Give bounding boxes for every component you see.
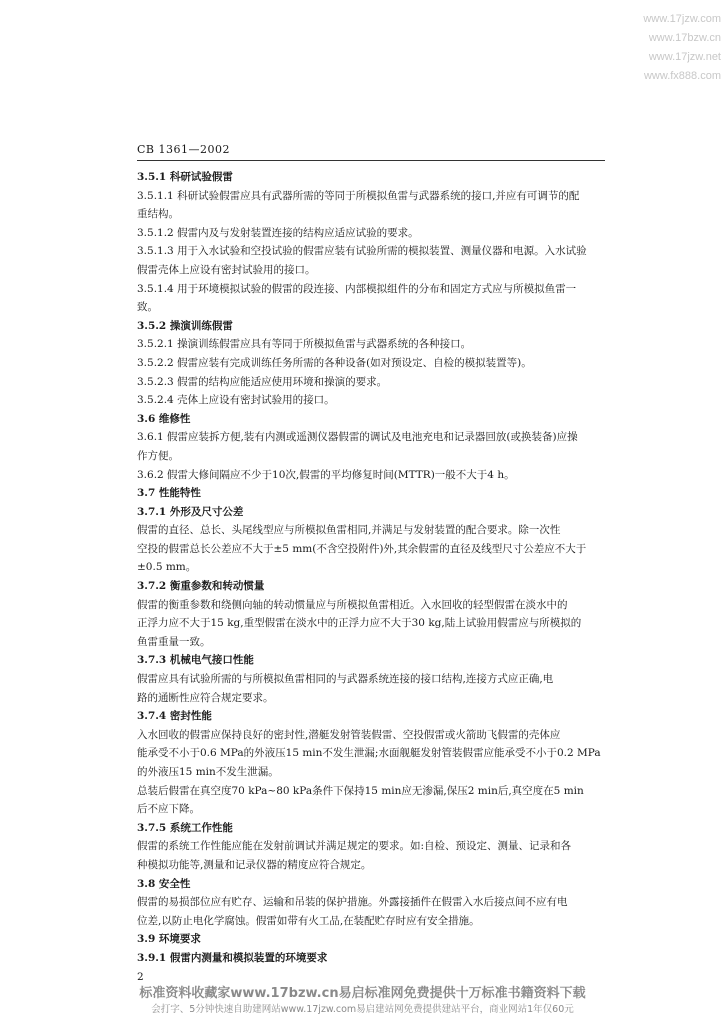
body-line: 重结构。 xyxy=(137,208,179,221)
body-line: 正浮力应不大于15 kg,重型假雷在淡水中的正浮力应不大于30 kg,陆上试验用假雷应与所模拟的 xyxy=(137,617,582,630)
body-line: 假雷的易损部位应有贮存、运输和吊装的保护措施。外露接插件在假雷入水后接点间不应有电 xyxy=(137,896,568,909)
watermark xyxy=(643,10,721,86)
body-line: 路的通断性应符合规定要求。 xyxy=(137,691,274,704)
footer-banner xyxy=(0,985,725,1017)
body-line: 3.5.1 科研试验假雷 xyxy=(137,171,233,183)
body-line: 3.5.1.2 假雷内及与发射装置连接的结构应适应试验的要求。 xyxy=(137,226,419,239)
body-line: 3.5.1.1 科研试验假雷应具有武器所需的等同于所模拟鱼雷与武器系统的接口,并应有可调节的配 xyxy=(137,189,580,202)
watermark-line: www.17jzw.net xyxy=(648,51,721,63)
body-line: 假雷壳体上应设有密封试验用的接口。 xyxy=(137,263,316,276)
document-body xyxy=(137,168,607,986)
body-line: 3.5.1.3 用于入水试验和空投试验的假雷应装有试验所需的模拟装置、测量仪器和电源。入水试验 xyxy=(137,245,587,258)
body-line: 3.9 环境要求 xyxy=(137,933,201,946)
body-line: 3.6.2 假雷大修间隔应不少于10次,假雷的平均修复时间(MTTR)一般不大于4 h。 xyxy=(137,468,515,481)
watermark-line: www.17jzw.com xyxy=(643,13,721,25)
body-line: 3.9.1 假雷内测量和模拟装置的环境要求 xyxy=(137,951,328,964)
body-line: 3.6 维修性 xyxy=(137,412,191,425)
body-line: ±0.5 mm。 xyxy=(137,561,197,574)
body-line: 3.5.2.4 壳体上应设有密封试验用的接口。 xyxy=(137,394,335,407)
body-line: 种模拟功能等,测量和记录仪器的精度应符合规定。 xyxy=(137,858,372,871)
watermark-line: www.fx888.com xyxy=(643,70,721,82)
body-line: 入水回收的假雷应保持良好的密封性,潜艇发射管装假雷、空投假雷或火箭助飞假雷的壳体应 xyxy=(137,728,561,741)
body-line: 3.7.5 系统工作性能 xyxy=(137,821,233,834)
body-line: 假雷的直径、总长、头尾线型应与所模拟鱼雷相同,并满足与发射装置的配合要求。除一次性 xyxy=(137,524,561,537)
body-line: 空投的假雷总长公差应不大于±5 mm(不含空投附件)外,其余假雷的直径及线型尺寸公差应不大于 xyxy=(137,542,587,555)
body-line: 作方便。 xyxy=(137,449,179,462)
body-line: 总装后假雷在真空度70 kPa~80 kPa条件下保持15 min应无渗漏,保压2 min后,真空度在5 min xyxy=(137,784,584,797)
body-line: 3.7.4 密封性能 xyxy=(137,710,212,723)
body-line: 的外液压15 min不发生泄漏。 xyxy=(137,766,279,778)
body-line: 3.8 安全性 xyxy=(137,877,191,890)
body-line: 鱼雷重量一致。 xyxy=(137,635,211,648)
body-line: 3.7.2 衡重参数和转动惯量 xyxy=(137,580,265,593)
body-line: 位差,以防止电化学腐蚀。假雷如带有火工品,在装配贮存时应有安全措施。 xyxy=(137,914,480,927)
body-line: 3.5.2 操演训练假雷 xyxy=(137,319,233,332)
body-line: 3.5.2.3 假雷的结构应能适应使用环境和操演的要求。 xyxy=(137,375,388,388)
body-line: 后不应下降。 xyxy=(137,803,200,816)
footer-line-1: 标准资料收藏家www.17bzw.cn易启标准网免费提供十万标准书籍资料下载 xyxy=(139,986,586,1001)
header-divider xyxy=(137,160,605,161)
body-line: 3.7.1 外形及尺寸公差 xyxy=(137,505,244,518)
body-line: 假雷的系统工作性能应能在发射前调试并满足规定的要求。如:自检、预设定、测量、记录和各 xyxy=(137,840,572,853)
body-line: 3.7 性能特性 xyxy=(137,487,201,500)
footer-line-2: 会打字、5分钟快速自助建网站www.17jzw.com易启建站网免费提供建站平台，商业网站1年仅60元 xyxy=(151,1004,574,1015)
body-line: 3.5.2.2 假雷应装有完成训练任务所需的各种设备(如对预设定、自检的模拟装置等)。 xyxy=(137,356,532,369)
watermark-line: www.17bzw.cn xyxy=(648,32,721,44)
body-line: 假雷的衡重参数和绕侧向轴的转动惯量应与所模拟鱼雷相近。入水回收的轻型假雷在淡水中的 xyxy=(137,598,568,611)
page-number: 2 xyxy=(137,970,144,983)
body-line: 3.5.2.1 操演训练假雷应具有等同于所模拟鱼雷与武器系统的各种接口。 xyxy=(137,338,472,351)
body-line: 假雷应具有试验所需的与所模拟鱼雷相同的与武器系统连接的接口结构,连接方式应正确,电 xyxy=(137,673,554,686)
body-line: 能承受不小于0.6 MPa的外液压15 min不发生泄漏;水面舰艇发射管装假雷应能承受不小于0.2 MPa xyxy=(137,747,601,760)
body-line: 3.7.3 机械电气接口性能 xyxy=(137,654,254,667)
body-line: 3.5.1.4 用于环境模拟试验的假雷的段连接、内部模拟组件的分布和固定方式应与所模拟鱼雷一 xyxy=(137,282,577,295)
standard-code: CB 1361—2002 xyxy=(137,143,230,156)
body-line: 致。 xyxy=(137,301,158,314)
body-line: 3.6.1 假雷应装拆方便,装有内测或遥测仪器假雷的调试及电池充电和记录器回放(或换装备)应操 xyxy=(137,431,578,444)
